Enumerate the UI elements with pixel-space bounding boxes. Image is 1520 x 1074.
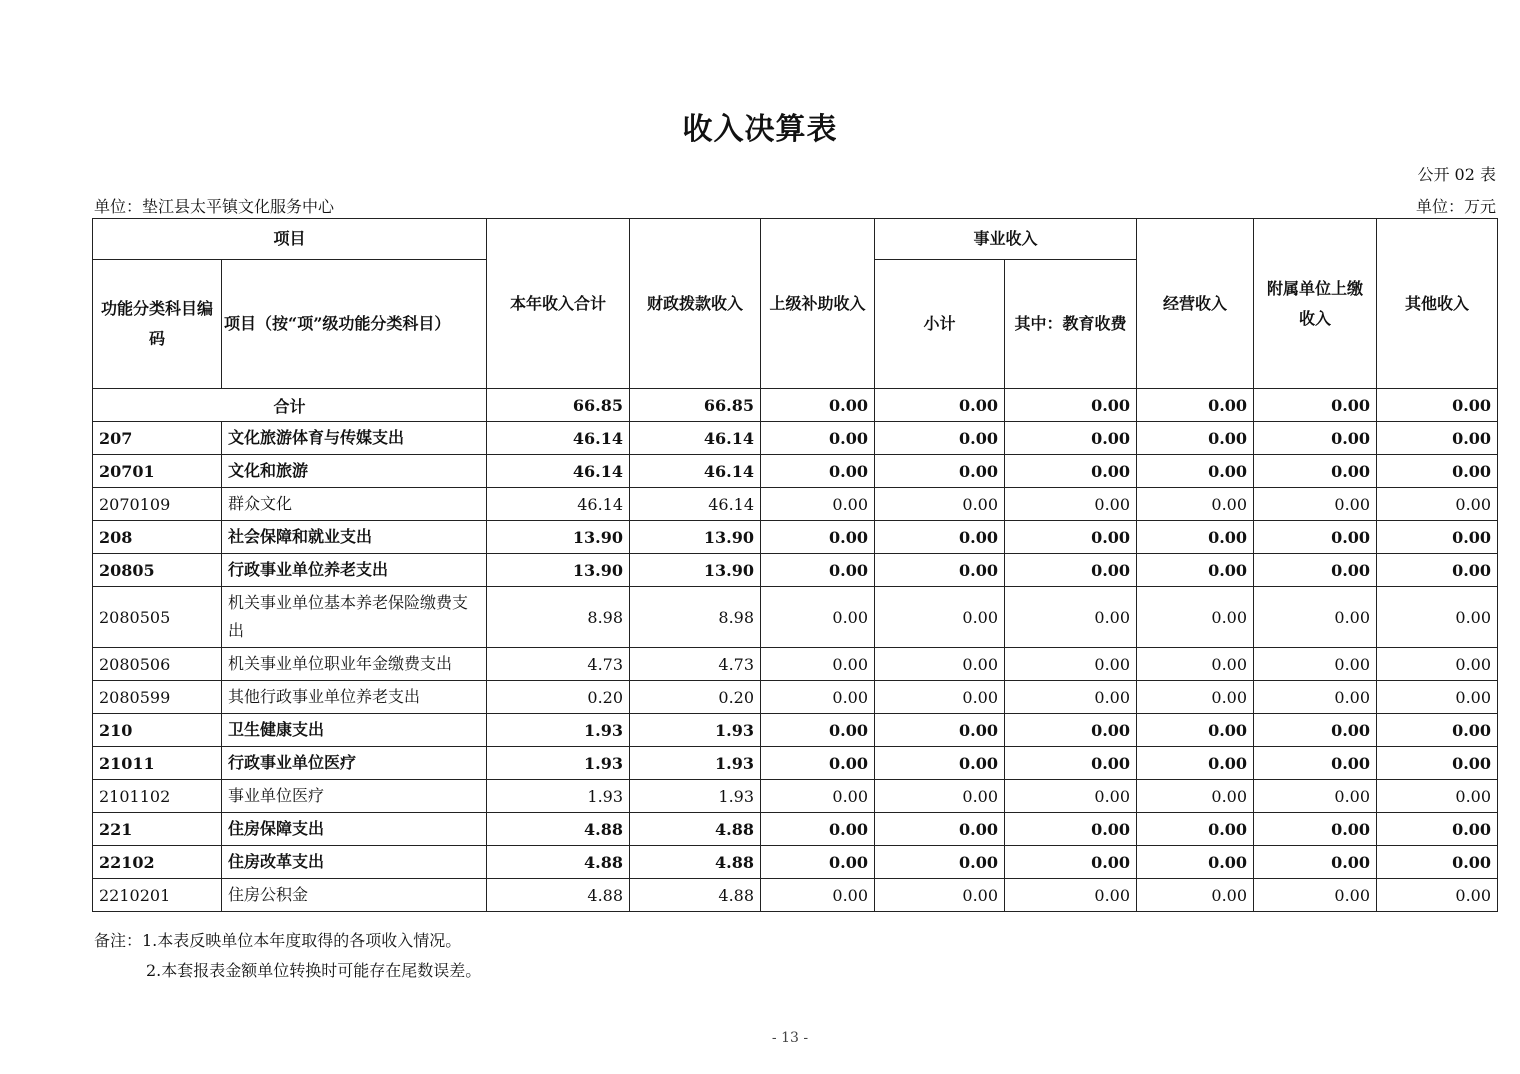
total-cell: 0.00	[1005, 389, 1137, 422]
amount-cell: 4.73	[630, 648, 761, 681]
function-code-cell: 221	[93, 813, 222, 846]
amount-cell: 0.00	[1377, 813, 1498, 846]
amount-cell: 0.00	[1377, 521, 1498, 554]
table-row	[93, 747, 1498, 780]
amount-cell: 0.00	[875, 587, 1005, 648]
note-2: 2.本套报表金额单位转换时可能存在尾数误差。	[146, 961, 482, 980]
item-name-cell: 其他行政事业单位养老支出	[222, 681, 487, 714]
amount-cell: 0.00	[1137, 714, 1254, 747]
item-name-cell: 住房公积金	[222, 879, 487, 912]
amount-cell: 0.00	[1254, 747, 1377, 780]
amount-cell: 0.00	[761, 879, 875, 912]
amount-cell: 0.00	[1254, 455, 1377, 488]
amount-cell: 0.00	[1254, 648, 1377, 681]
amount-cell: 0.00	[761, 714, 875, 747]
amount-cell: 0.00	[1005, 521, 1137, 554]
total-cell: 0.00	[761, 389, 875, 422]
table-row	[93, 648, 1498, 681]
amount-cell: 0.00	[1005, 813, 1137, 846]
amount-cell: 0.00	[1377, 714, 1498, 747]
income-table	[92, 218, 1498, 912]
amount-cell: 0.00	[1137, 780, 1254, 813]
amount-cell: 46.14	[630, 422, 761, 455]
amount-cell: 0.00	[1254, 879, 1377, 912]
table-row	[93, 714, 1498, 747]
amount-cell: 0.00	[875, 554, 1005, 587]
amount-cell: 0.00	[761, 422, 875, 455]
amount-cell: 0.00	[1137, 747, 1254, 780]
table-row	[93, 422, 1498, 455]
currency-unit: 单位：万元	[1415, 197, 1496, 216]
amount-cell: 1.93	[630, 747, 761, 780]
item-name-cell: 群众文化	[222, 488, 487, 521]
header-total-income: 本年收入合计	[487, 219, 630, 389]
amount-cell: 0.00	[1254, 422, 1377, 455]
amount-cell: 0.00	[1377, 488, 1498, 521]
item-name-cell: 社会保障和就业支出	[222, 521, 487, 554]
organization-unit: 单位：垫江县太平镇文化服务中心	[94, 197, 335, 216]
amount-cell: 0.00	[875, 879, 1005, 912]
amount-cell: 0.00	[1137, 521, 1254, 554]
total-row	[93, 389, 1498, 422]
amount-cell: 0.00	[875, 681, 1005, 714]
item-name-cell: 文化和旅游	[222, 455, 487, 488]
amount-cell: 0.00	[1005, 455, 1137, 488]
amount-cell: 0.00	[1005, 488, 1137, 521]
amount-cell: 0.00	[1137, 587, 1254, 648]
amount-cell: 0.00	[1254, 554, 1377, 587]
amount-cell: 0.00	[761, 780, 875, 813]
amount-cell: 1.93	[487, 780, 630, 813]
amount-cell: 0.00	[875, 648, 1005, 681]
function-code-cell: 207	[93, 422, 222, 455]
item-name-cell: 卫生健康支出	[222, 714, 487, 747]
amount-cell: 46.14	[630, 488, 761, 521]
item-name-cell: 机关事业单位基本养老保险缴费支出	[222, 587, 487, 648]
header-function-code: 功能分类科目编码	[93, 260, 222, 389]
amount-cell: 0.00	[1377, 648, 1498, 681]
total-cell: 0.00	[1137, 389, 1254, 422]
amount-cell: 0.00	[761, 813, 875, 846]
amount-cell: 0.00	[1005, 747, 1137, 780]
amount-cell: 0.00	[875, 747, 1005, 780]
amount-cell: 0.00	[1005, 780, 1137, 813]
amount-cell: 0.00	[1005, 714, 1137, 747]
amount-cell: 0.00	[761, 587, 875, 648]
amount-cell: 0.00	[1377, 422, 1498, 455]
amount-cell: 0.00	[1137, 846, 1254, 879]
amount-cell: 0.00	[1137, 455, 1254, 488]
table-row	[93, 879, 1498, 912]
item-name-cell: 行政事业单位医疗	[222, 747, 487, 780]
amount-cell: 46.14	[630, 455, 761, 488]
header-operating-income: 经营收入	[1137, 219, 1254, 389]
amount-cell: 0.00	[1137, 488, 1254, 521]
amount-cell: 13.90	[630, 554, 761, 587]
amount-cell: 0.00	[1377, 879, 1498, 912]
total-cell: 66.85	[630, 389, 761, 422]
header-fiscal-appropriation: 财政拨款收入	[630, 219, 761, 389]
amount-cell: 0.00	[875, 813, 1005, 846]
table-row	[93, 681, 1498, 714]
table-row	[93, 780, 1498, 813]
amount-cell: 8.98	[630, 587, 761, 648]
amount-cell: 1.93	[487, 714, 630, 747]
total-cell: 0.00	[875, 389, 1005, 422]
table-row	[93, 554, 1498, 587]
amount-cell: 0.00	[1005, 681, 1137, 714]
amount-cell: 0.00	[1137, 681, 1254, 714]
amount-cell: 8.98	[487, 587, 630, 648]
amount-cell: 0.00	[875, 488, 1005, 521]
amount-cell: 0.00	[1377, 554, 1498, 587]
amount-cell: 4.88	[487, 846, 630, 879]
amount-cell: 0.00	[1137, 813, 1254, 846]
amount-cell: 13.90	[487, 521, 630, 554]
amount-cell: 0.00	[1005, 846, 1137, 879]
amount-cell: 4.88	[487, 879, 630, 912]
total-label: 合计	[93, 389, 487, 422]
total-cell: 0.00	[1377, 389, 1498, 422]
table-row	[93, 455, 1498, 488]
item-name-cell: 住房保障支出	[222, 813, 487, 846]
function-code-cell: 2210201	[93, 879, 222, 912]
header-business-income: 事业收入	[875, 219, 1137, 260]
table-row	[93, 846, 1498, 879]
amount-cell: 0.00	[1254, 681, 1377, 714]
function-code-cell: 2080506	[93, 648, 222, 681]
amount-cell: 0.00	[761, 455, 875, 488]
amount-cell: 0.00	[875, 422, 1005, 455]
amount-cell: 4.73	[487, 648, 630, 681]
header-other-income: 其他收入	[1377, 219, 1498, 389]
amount-cell: 0.00	[761, 488, 875, 521]
item-name-cell: 事业单位医疗	[222, 780, 487, 813]
amount-cell: 13.90	[487, 554, 630, 587]
amount-cell: 0.00	[1254, 846, 1377, 879]
table-row	[93, 813, 1498, 846]
amount-cell: 0.00	[1137, 879, 1254, 912]
amount-cell: 4.88	[630, 846, 761, 879]
amount-cell: 0.00	[1377, 747, 1498, 780]
function-code-cell: 2080599	[93, 681, 222, 714]
item-name-cell: 住房改革支出	[222, 846, 487, 879]
amount-cell: 0.00	[761, 648, 875, 681]
amount-cell: 4.88	[630, 879, 761, 912]
amount-cell: 0.00	[1377, 780, 1498, 813]
amount-cell: 0.20	[487, 681, 630, 714]
amount-cell: 0.00	[1377, 587, 1498, 648]
item-name-cell: 机关事业单位职业年金缴费支出	[222, 648, 487, 681]
note-1: 备注：1.本表反映单位本年度取得的各项收入情况。	[94, 931, 462, 950]
amount-cell: 0.00	[761, 521, 875, 554]
function-code-cell: 21011	[93, 747, 222, 780]
function-code-cell: 22102	[93, 846, 222, 879]
header-affiliate-income: 附属单位上缴收入	[1254, 219, 1377, 389]
total-cell: 0.00	[1254, 389, 1377, 422]
amount-cell: 0.00	[761, 846, 875, 879]
amount-cell: 0.00	[761, 681, 875, 714]
amount-cell: 0.00	[1005, 554, 1137, 587]
amount-cell: 0.00	[875, 714, 1005, 747]
form-code: 公开 02 表	[1417, 165, 1496, 184]
amount-cell: 13.90	[630, 521, 761, 554]
amount-cell: 0.00	[1377, 846, 1498, 879]
amount-cell: 0.00	[1254, 714, 1377, 747]
header-subtotal: 小计	[875, 260, 1005, 389]
notes	[94, 926, 481, 986]
function-code-cell: 2101102	[93, 780, 222, 813]
table-row	[93, 587, 1498, 648]
function-code-cell: 20701	[93, 455, 222, 488]
amount-cell: 46.14	[487, 488, 630, 521]
item-name-cell: 文化旅游体育与传媒支出	[222, 422, 487, 455]
amount-cell: 0.00	[1137, 422, 1254, 455]
amount-cell: 0.00	[875, 455, 1005, 488]
amount-cell: 0.00	[1005, 879, 1137, 912]
item-name-cell: 行政事业单位养老支出	[222, 554, 487, 587]
amount-cell: 0.00	[875, 780, 1005, 813]
amount-cell: 0.20	[630, 681, 761, 714]
header-superior-subsidy: 上级补助收入	[761, 219, 875, 389]
table-row	[93, 488, 1498, 521]
amount-cell: 0.00	[1005, 422, 1137, 455]
amount-cell: 0.00	[1005, 587, 1137, 648]
amount-cell: 1.93	[630, 780, 761, 813]
total-cell: 66.85	[487, 389, 630, 422]
amount-cell: 0.00	[1137, 648, 1254, 681]
table-row	[93, 521, 1498, 554]
amount-cell: 0.00	[761, 554, 875, 587]
amount-cell: 4.88	[487, 813, 630, 846]
function-code-cell: 210	[93, 714, 222, 747]
function-code-cell: 208	[93, 521, 222, 554]
function-code-cell: 2070109	[93, 488, 222, 521]
amount-cell: 0.00	[875, 846, 1005, 879]
amount-cell: 0.00	[1254, 521, 1377, 554]
amount-cell: 1.93	[487, 747, 630, 780]
amount-cell: 0.00	[1137, 554, 1254, 587]
amount-cell: 0.00	[1005, 648, 1137, 681]
amount-cell: 1.93	[630, 714, 761, 747]
page-number: - 13 -	[771, 1030, 809, 1046]
amount-cell: 0.00	[1377, 681, 1498, 714]
amount-cell: 46.14	[487, 455, 630, 488]
amount-cell: 46.14	[487, 422, 630, 455]
header-project: 项目	[93, 219, 487, 260]
amount-cell: 0.00	[1254, 780, 1377, 813]
amount-cell: 0.00	[1254, 587, 1377, 648]
amount-cell: 0.00	[1377, 455, 1498, 488]
report-title: 收入决算表	[682, 112, 838, 147]
header-item-name: 项目（按“项”级功能分类科目）	[222, 260, 487, 389]
amount-cell: 0.00	[1254, 488, 1377, 521]
amount-cell: 0.00	[761, 747, 875, 780]
amount-cell: 4.88	[630, 813, 761, 846]
amount-cell: 0.00	[875, 521, 1005, 554]
function-code-cell: 20805	[93, 554, 222, 587]
amount-cell: 0.00	[1254, 813, 1377, 846]
function-code-cell: 2080505	[93, 587, 222, 648]
header-education-fees: 其中：教育收费	[1005, 260, 1137, 389]
